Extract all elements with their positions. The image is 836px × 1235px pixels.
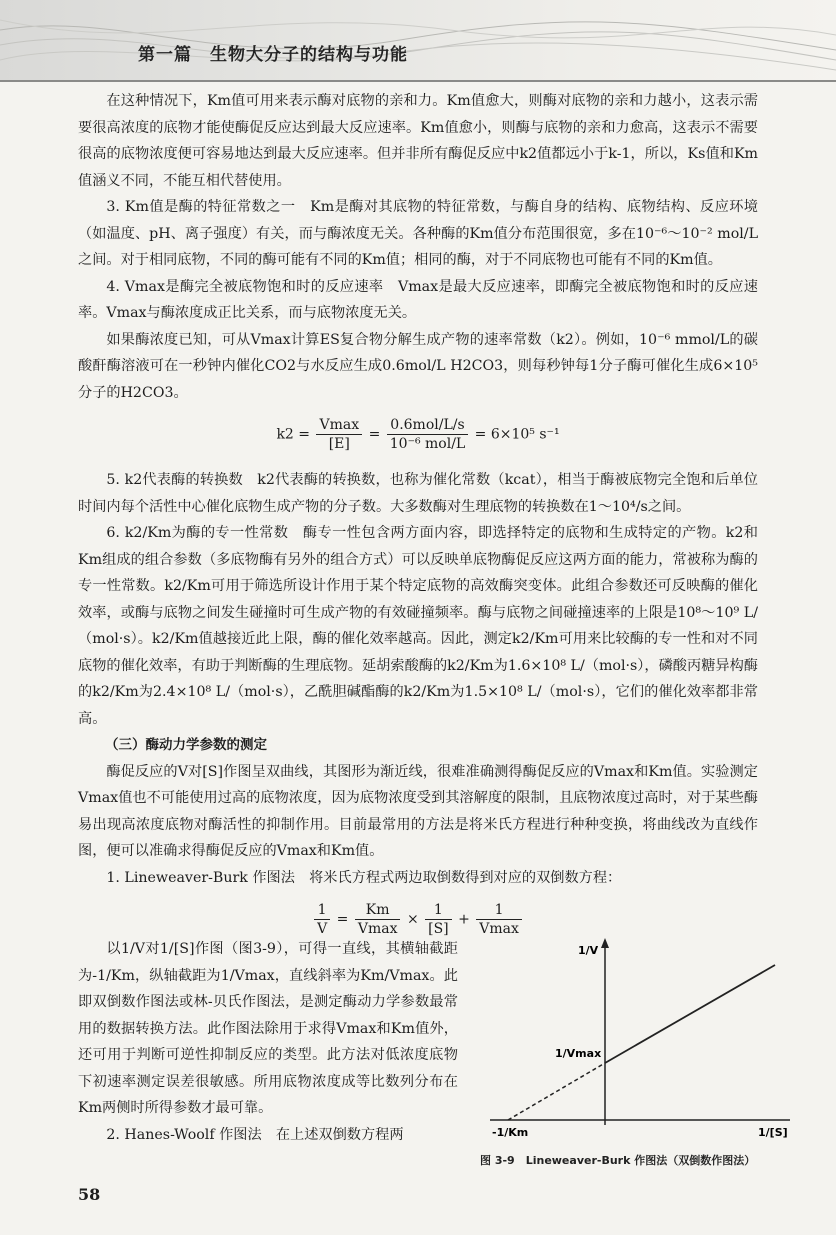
formula2-frac3 — [425, 901, 452, 938]
formula2-frac3-den: [S] — [428, 921, 449, 937]
regression-line — [605, 965, 775, 1063]
formula2-times: × — [406, 911, 419, 928]
paragraph-10: 2. Hanes-Woolf 作图法 在上述双倒数方程两 — [106, 1126, 404, 1143]
paragraph-1: 在这种情况下，Km值可用来表示酶对底物的亲和力。Km值愈大，则酶对底物的亲和力越小，这表示需要很高浓度的底物才能使酶促反应达到最大反应速率。Km值愈小，则酶与底物的亲和力愈高，这表示不需要很高的底物浓度便可容易地达到最大反应速率。但并非所有酶促反应中k2值都远小于k-1，所以，Ks值和Km值涵义不同，不能互相代替使用。 — [78, 93, 758, 189]
main-content — [78, 88, 758, 952]
formula1-frac2-den: 10⁻⁶ mol/L — [389, 436, 466, 452]
formula1-frac1-num: Vmax — [316, 416, 362, 435]
formula1-frac2 — [387, 416, 468, 453]
formula1-frac1 — [316, 416, 362, 453]
formula2-frac3-num: 1 — [425, 901, 452, 920]
left-column — [78, 936, 458, 1148]
extrapolated-line — [508, 1063, 605, 1120]
formula-turnover — [78, 416, 758, 453]
paragraph-2: 3. Km值是酶的特征常数之一 Km是酶对其底物的特征常数，与酶自身的结构、底物结构、反应环境（如温度、pH、离子强度）有关，而与酶浓度无关。各种酶的Km值分布范围很宽，多在10⁻⁶～10⁻² mol/L之间。对于相同底物，不同的酶可能有不同的Km值；相同的酶，对于不同底物也可能有不同的Km值。 — [78, 199, 758, 268]
y-intercept-label: 1/Vmax — [555, 1047, 602, 1060]
y-axis-arrow — [601, 938, 609, 948]
paragraph-3: 4. Vmax是酶完全被底物饱和时的反应速率 Vmax是最大反应速率，即酶完全被底物饱和时的反应速率。Vmax与酶浓度成正比关系，而与底物浓度无关。 — [78, 278, 758, 321]
paragraph-7: 酶促反应的V对[S]作图呈双曲线，其图形为渐近线，很难准确测得酶促反应的Vmax和Km值。实验测定Vmax值也不可能使用过高的底物浓度，因为底物浓度受到其溶解度的限制，且底物浓度过高时，对于某些酶易出现高浓度底物对酶活性的抑制作用。目前最常用的方法是将米氏方程进行种种变换，将曲线改为直线作图，便可以准确求得酶促反应的Vmax和Km值。 — [78, 763, 758, 859]
header-decoration — [0, 0, 836, 82]
formula1-frac2-num: 0.6mol/L/s — [387, 416, 468, 435]
x-axis-label: 1/[S] — [758, 1126, 788, 1139]
paragraph-9: 以1/V对1/[S]作图（图3-9），可得一直线，其横轴截距为-1/Km，纵轴截距为1/Vmax，直线斜率为Km/Vmax。此即双倒数作图法或林-贝氏作图法，是测定酶动力学参数最常用的数据转换方法。此作图法除用于求得Vmax和Km值外，还可用于判断可逆性抑制反应的类型。此方法对低浓度底物下初速率测定误差很敏感。所用底物浓度成等比数列分布在Km两侧时所得参数才最可靠。 — [78, 941, 458, 1116]
formula2-eq: = — [336, 911, 349, 928]
header-title: 第一篇 生物大分子的结构与功能 — [138, 45, 408, 65]
formula2-plus: + — [458, 911, 470, 928]
formula2-frac2 — [355, 901, 401, 938]
formula2-frac4-den: Vmax — [479, 921, 519, 937]
paragraph-4: 如果酶浓度已知，可从Vmax计算ES复合物分解生成产物的速率常数（k2）。例如，10⁻⁶ mmol/L的碳酸酐酶溶液可在一秒钟内催化CO2与水反应生成0.6mol/L H2CO3，则每秒钟每1分子酶可催化生成6×10⁵分子的H2CO3。 — [78, 331, 758, 401]
formula2-frac2-num: Km — [355, 901, 401, 920]
paragraph-6: 6. k2/Km为酶的专一性常数 酶专一性包含两方面内容，即选择特定的底物和生成特定的产物。k2和Km组成的组合参数（多底物酶有另外的组合方式）可以反映单底物酶促反应这两方面的能力，常被称为酶的专一性常数。k2/Km可用于筛选所设计作用于某个特定底物的高效酶突变体。此组合参数还可反映酶的催化效率，或酶与底物之间发生碰撞时可生成产物的有效碰撞频率。酶与底物之间碰撞速率的上限是10⁸～10⁹ L/（mol·s）。k2/Km值越接近此上限，酶的催化效率越高。因此，测定k2/Km可用来比较酶的专一性和对不同底物的催化效率，有助于判断酶的生理底物。延胡索酸酶的k2/Km为1.6×10⁸ L/（mol·s），磷酸丙糖异构酶的k2/Km为2.4×10⁸ L/（mol·s），乙酰胆碱酯酶的k2/Km为1.5×10⁸ L/（mol·s），它们的催化效率都非常高。 — [78, 525, 758, 727]
formula2-frac4-num: 1 — [476, 901, 522, 920]
paragraph-8: 1. Lineweaver-Burk 作图法 将米氏方程式两边取倒数得到对应的双倒数方程： — [106, 869, 622, 886]
formula2-frac2-den: Vmax — [357, 921, 398, 937]
formula1-rhs: = 6×10⁵ s⁻¹ — [474, 426, 560, 443]
lineweaver-burk-figure — [470, 930, 810, 1180]
page-header — [0, 0, 836, 82]
formula2-frac1 — [314, 901, 330, 938]
x-intercept-label: -1/Km — [492, 1126, 529, 1139]
y-axis-label: 1/V — [578, 944, 599, 957]
formula2-frac1-den: V — [317, 921, 328, 937]
paragraph-5: 5. k2代表酶的转换数 k2代表酶的转换数，也称为催化常数（kcat），相当于酶被底物完全饱和后单位时间内每个活性中心催化底物生成产物的分子数。大多数酶对生理底物的转换数在1～10⁴/s之间。 — [78, 472, 758, 515]
formula1-lhs: k2 = — [276, 426, 311, 443]
section-heading: （三）酶动力学参数的测定 — [105, 737, 267, 753]
page-number: 58 — [78, 1185, 101, 1204]
formula1-frac1-den: [E] — [328, 436, 350, 452]
header-rule — [0, 80, 836, 82]
formula1-eq: = — [368, 426, 381, 443]
figure-caption: 图 3-9 Lineweaver-Burk 作图法（双倒数作图法） — [480, 1154, 756, 1167]
formula2-frac1-num: 1 — [314, 901, 330, 920]
